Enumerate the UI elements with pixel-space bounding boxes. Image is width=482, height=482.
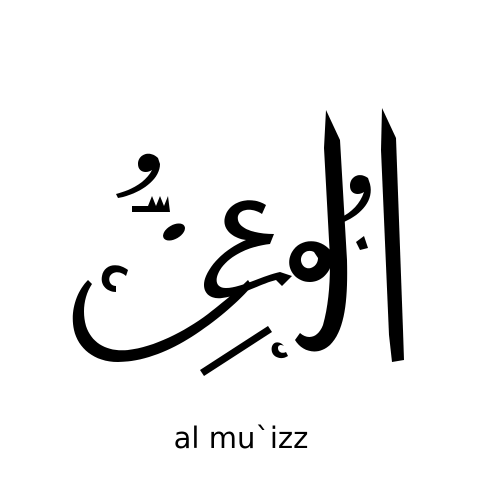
transliteration-caption: al mu`izz	[173, 421, 309, 455]
meem-loop	[289, 241, 332, 282]
damma-mark	[340, 175, 371, 222]
small-mark-2	[272, 342, 288, 358]
kashida-stroke	[200, 326, 272, 376]
small-mark-1	[356, 236, 368, 250]
alif-stroke	[381, 108, 404, 362]
shadda-mark	[132, 196, 170, 212]
zay-hook	[102, 265, 128, 292]
zay-dot	[160, 220, 188, 244]
damma-top	[116, 154, 160, 198]
lam-stroke	[295, 110, 347, 351]
